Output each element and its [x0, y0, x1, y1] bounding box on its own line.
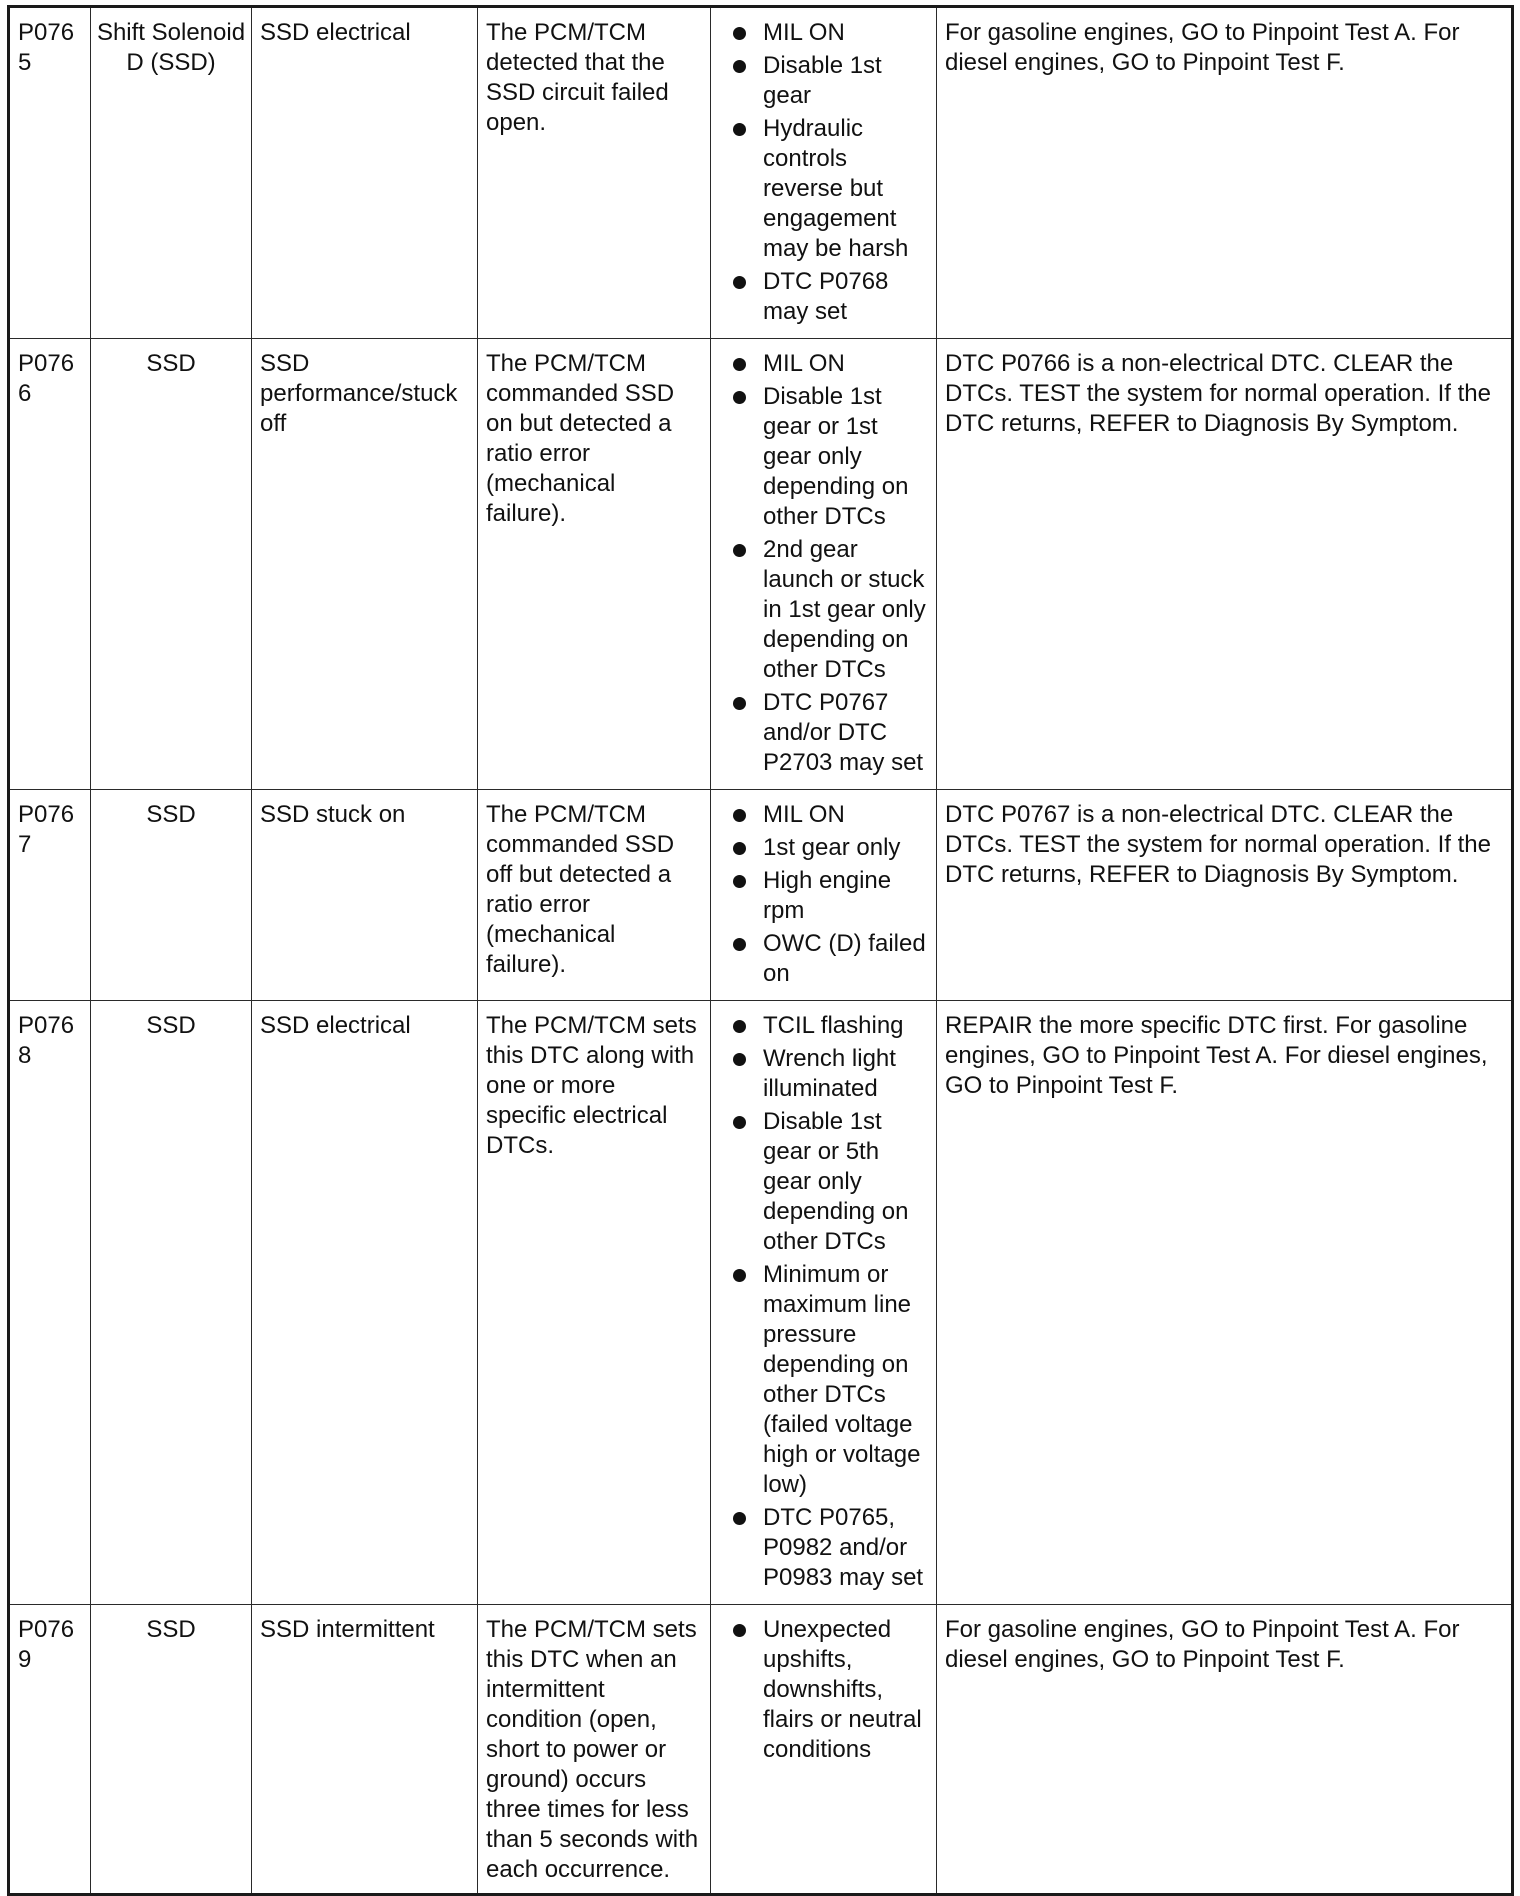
action: DTC P0766 is a non-electrical DTC. CLEAR the DTCs. TEST the system for normal operation. If the DTC returns, REFER to Diagnosis By Symptom.: [937, 339, 1513, 790]
dtc-table: [7, 5, 1514, 1896]
component: SSD: [91, 790, 252, 1001]
effect-text: Minimum or maximum line pressure depending on other DTCs (failed voltage high or voltage low): [763, 1261, 921, 1498]
component: SSD: [91, 339, 252, 790]
table-row: [9, 1001, 1513, 1605]
component: SSD: [91, 1605, 252, 1895]
effect-text: Unexpected upshifts, downshifts, flairs or neutral conditions: [763, 1616, 922, 1763]
bullet-icon: [733, 1053, 746, 1066]
bullet-icon: [733, 544, 746, 557]
bullet-icon: [733, 1116, 746, 1129]
condition: The PCM/TCM sets this DTC when an intermittent condition (open, short to power or ground) occurs three times for less than 5 seconds with each occurrence.: [478, 1605, 711, 1895]
action: For gasoline engines, GO to Pinpoint Test A. For diesel engines, GO to Pinpoint Test F.: [937, 1605, 1513, 1895]
component: Shift Solenoid D (SSD): [91, 7, 252, 339]
dtc-code: P0768: [9, 1001, 91, 1605]
component: SSD: [91, 1001, 252, 1605]
effect-item: [731, 267, 932, 327]
effect-text: Wrench light illuminated: [763, 1045, 896, 1102]
effect-text: DTC P0767 and/or DTC P2703 may set: [763, 689, 924, 776]
bullet-icon: [733, 276, 746, 289]
effect-text: Disable 1st gear or 5th gear only depending on other DTCs: [763, 1108, 909, 1255]
effect-text: DTC P0765, P0982 and/or P0983 may set: [763, 1504, 924, 1591]
bullet-icon: [733, 123, 746, 136]
effect-item: [731, 688, 932, 778]
bullet-icon: [733, 875, 746, 888]
bullet-icon: [733, 358, 746, 371]
condition: The PCM/TCM commanded SSD off but detected a ratio error (mechanical failure).: [478, 790, 711, 1001]
bullet-icon: [733, 697, 746, 710]
dtc-code: P0769: [9, 1605, 91, 1895]
bullet-icon: [733, 842, 746, 855]
bullet-icon: [733, 1624, 746, 1637]
effect-text: MIL ON: [763, 19, 845, 46]
effect-item: [731, 382, 932, 532]
effect-item: [731, 866, 932, 926]
table-row: [9, 1605, 1513, 1895]
dtc-code: P0767: [9, 790, 91, 1001]
effect-item: [731, 1044, 932, 1104]
table-row: [9, 790, 1513, 1001]
effects: [711, 790, 937, 1001]
effect-item: [731, 114, 932, 264]
bullet-icon: [733, 1512, 746, 1525]
dtc-description: SSD intermittent: [252, 1605, 478, 1895]
dtc-description: SSD stuck on: [252, 790, 478, 1001]
dtc-description: SSD electrical: [252, 7, 478, 339]
effect-item: [731, 349, 932, 379]
effect-item: [731, 800, 932, 830]
effect-item: [731, 929, 932, 989]
effects: [711, 7, 937, 339]
effect-item: [731, 833, 932, 863]
table-row: [9, 7, 1513, 339]
effect-text: TCIL flashing: [763, 1012, 904, 1039]
bullet-icon: [733, 1020, 746, 1033]
effect-item: [731, 51, 932, 111]
condition: The PCM/TCM detected that the SSD circuit failed open.: [478, 7, 711, 339]
bullet-icon: [733, 391, 746, 404]
action: REPAIR the more specific DTC first. For gasoline engines, GO to Pinpoint Test A. For diesel engines, GO to Pinpoint Test F.: [937, 1001, 1513, 1605]
effect-text: OWC (D) failed on: [763, 930, 926, 987]
dtc-code: P0765: [9, 7, 91, 339]
bullet-icon: [733, 27, 746, 40]
effects: [711, 1605, 937, 1895]
dtc-description: SSD performance/stuck off: [252, 339, 478, 790]
action: For gasoline engines, GO to Pinpoint Test A. For diesel engines, GO to Pinpoint Test F.: [937, 7, 1513, 339]
effect-item: [731, 1011, 932, 1041]
effect-text: MIL ON: [763, 350, 845, 377]
effects: [711, 1001, 937, 1605]
effects: [711, 339, 937, 790]
bullet-icon: [733, 809, 746, 822]
action: DTC P0767 is a non-electrical DTC. CLEAR the DTCs. TEST the system for normal operation. If the DTC returns, REFER to Diagnosis By Symptom.: [937, 790, 1513, 1001]
effect-item: [731, 1615, 932, 1765]
bullet-icon: [733, 938, 746, 951]
effect-item: [731, 1260, 932, 1500]
effect-text: Disable 1st gear: [763, 52, 882, 109]
condition: The PCM/TCM commanded SSD on but detected a ratio error (mechanical failure).: [478, 339, 711, 790]
effect-text: 2nd gear launch or stuck in 1st gear only depending on other DTCs: [763, 536, 926, 683]
effect-item: [731, 1503, 932, 1593]
bullet-icon: [733, 1269, 746, 1282]
condition: The PCM/TCM sets this DTC along with one or more specific electrical DTCs.: [478, 1001, 711, 1605]
effect-item: [731, 1107, 932, 1257]
effect-text: Hydraulic controls reverse but engagement may be harsh: [763, 115, 909, 262]
effect-item: [731, 535, 932, 685]
dtc-description: SSD electrical: [252, 1001, 478, 1605]
effect-text: MIL ON: [763, 801, 845, 828]
table-row: [9, 339, 1513, 790]
effect-text: High engine rpm: [763, 867, 892, 924]
bullet-icon: [733, 60, 746, 73]
effect-text: 1st gear only: [763, 834, 901, 861]
effect-item: [731, 18, 932, 48]
dtc-code: P0766: [9, 339, 91, 790]
effect-text: Disable 1st gear or 1st gear only depending on other DTCs: [763, 383, 909, 530]
effect-text: DTC P0768 may set: [763, 268, 889, 325]
